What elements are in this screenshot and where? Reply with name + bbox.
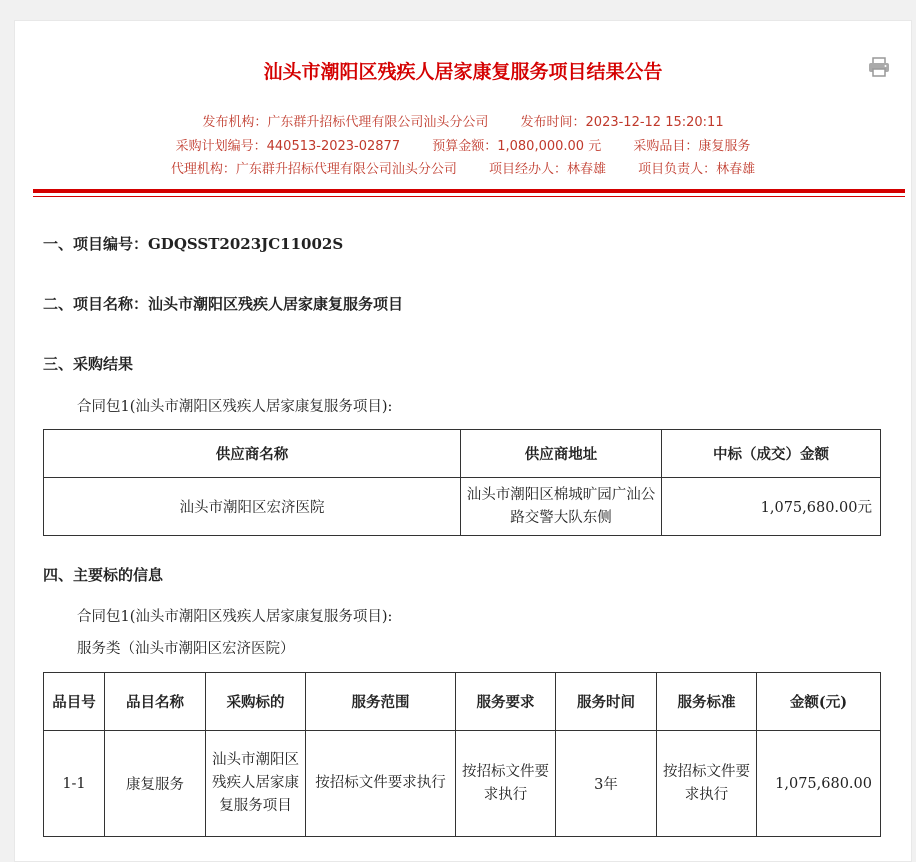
header-amount: 中标（成交）金额	[662, 430, 881, 478]
meta-line-1	[15, 111, 911, 130]
publish-time: 发布时间：2023-12-12 15:20:11	[520, 115, 724, 130]
header-duration: 服务时间	[556, 673, 657, 731]
item-amount: 1,075,680.00	[757, 731, 881, 837]
table-row	[44, 731, 881, 837]
plan-number: 采购计划编号：440513-2023-02877	[175, 139, 401, 154]
purchase-category: 采购品目：康复服务	[633, 139, 751, 154]
publisher: 发布机构：广东群升招标代理有限公司汕头分公司	[202, 115, 489, 130]
supplier-address: 汕头市潮阳区棉城旷园广汕公路交警大队东侧	[461, 478, 662, 536]
info-table	[43, 672, 881, 837]
header-amount-yuan: 金额(元)	[757, 673, 881, 731]
header-item-name: 品目名称	[105, 673, 206, 731]
info-package: 合同包1(汕头市潮阳区残疾人居家康复服务项目):	[77, 609, 393, 625]
result-heading: 三、采购结果	[43, 355, 134, 373]
item-name: 康复服务	[105, 731, 206, 837]
info-table-header	[44, 673, 881, 731]
announcement-page	[14, 20, 912, 862]
info-category: 服务类（汕头市潮阳区宏济医院）	[77, 641, 295, 657]
header-supplier-name: 供应商名称	[44, 430, 461, 478]
divider-thick	[33, 189, 905, 193]
table-row	[44, 478, 881, 536]
project-leader: 项目负责人：林春雄	[638, 162, 756, 177]
meta-line-3	[15, 158, 911, 177]
header-subject: 采购标的	[206, 673, 306, 731]
service-scope: 按招标文件要求执行	[306, 731, 456, 837]
service-standard: 按招标文件要求执行	[657, 731, 757, 837]
result-table-header	[44, 430, 881, 478]
info-heading: 四、主要标的信息	[43, 566, 164, 584]
project-number: 一、项目编号：GDQSST2023JC11002S	[43, 235, 344, 253]
supplier-name: 汕头市潮阳区宏济医院	[44, 478, 461, 536]
project-name: 二、项目名称：汕头市潮阳区残疾人居家康复服务项目	[43, 295, 404, 313]
page-title: 汕头市潮阳区残疾人居家康复服务项目结果公告	[263, 61, 663, 83]
meta-line-2	[15, 135, 911, 154]
service-duration: 3年	[556, 731, 657, 837]
result-table	[43, 429, 881, 536]
header-supplier-address: 供应商地址	[461, 430, 662, 478]
result-package: 合同包1(汕头市潮阳区残疾人居家康复服务项目):	[77, 399, 393, 415]
header-item-no: 品目号	[44, 673, 105, 731]
service-requirement: 按招标文件要求执行	[456, 731, 556, 837]
divider-thin	[33, 196, 905, 197]
item-number: 1-1	[44, 731, 105, 837]
budget: 预算金额：1,080,000.00 元	[432, 139, 602, 154]
project-manager: 项目经办人：林春雄	[488, 162, 606, 177]
header-standard: 服务标准	[657, 673, 757, 731]
agency: 代理机构：广东群升招标代理有限公司汕头分公司	[170, 162, 457, 177]
printer-icon[interactable]	[868, 57, 890, 77]
header-requirement: 服务要求	[456, 673, 556, 731]
award-amount: 1,075,680.00元	[662, 478, 881, 536]
header-scope: 服务范围	[306, 673, 456, 731]
purchase-subject: 汕头市潮阳区残疾人居家康复服务项目	[206, 731, 306, 837]
